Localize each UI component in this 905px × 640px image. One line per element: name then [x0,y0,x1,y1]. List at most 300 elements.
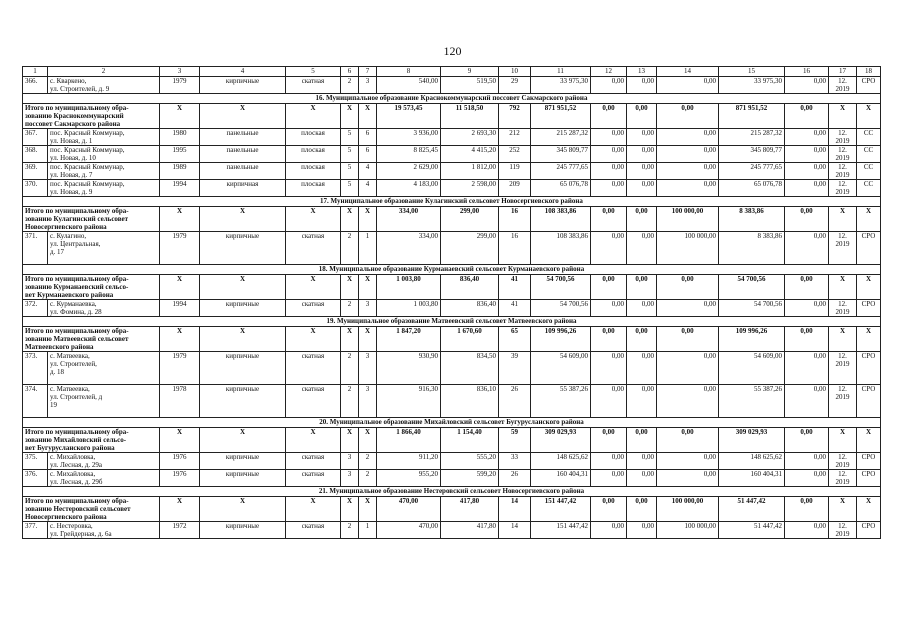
table-cell: 54 609,00 [531,352,591,385]
table-cell: 0,00 [785,129,829,146]
table-row [23,470,881,487]
subtotal-cell: 108 383,86 [531,207,591,232]
subtotal-cell: 65 [499,327,531,352]
table-cell: 0,00 [657,470,719,487]
table-cell: 2 629,00 [377,163,441,180]
table-cell: с. Кулагино, ул. Центральная, д. 17 [48,232,160,265]
column-number-cell: 15 [719,67,785,77]
table-cell: 0,00 [785,77,829,94]
table-cell: 3 [359,77,377,94]
table-cell: 1 003,80 [377,300,441,317]
subtotal-cell: 0,00 [785,327,829,352]
table-cell: 0,00 [785,232,829,265]
table-cell: 245 777,65 [531,163,591,180]
table-cell: с. Курманаевка, ул. Фомина, д. 28 [48,300,160,317]
table-cell: 834,50 [441,352,499,385]
table-cell: 519,50 [441,77,499,94]
subtotal-cell: X [200,428,286,453]
table-cell: 0,00 [627,129,657,146]
subtotal-cell: X [200,275,286,300]
table-cell: 4 183,00 [377,180,441,197]
subtotal-cell: X [286,327,341,352]
column-number-cell: 14 [657,67,719,77]
subtotal-cell: X [857,428,881,453]
table-cell: 367. [23,129,48,146]
subtotal-cell: X [200,207,286,232]
table-cell: 54 700,56 [531,300,591,317]
subtotal-row [23,497,881,522]
subtotal-cell: X [286,207,341,232]
column-number-cell: 17 [829,67,857,77]
table-row [23,163,881,180]
table-cell: 0,00 [785,453,829,470]
subtotal-cell: X [857,497,881,522]
table-cell: 151 447,42 [531,522,591,539]
subtotal-cell: 0,00 [657,327,719,352]
table-cell: 1972 [160,522,200,539]
subtotal-cell: 0,00 [657,428,719,453]
table-cell: 119 [499,163,531,180]
table-cell: 0,00 [785,146,829,163]
table-cell: СС [857,180,881,197]
table-cell: 2 [341,232,359,265]
subtotal-cell: X [160,207,200,232]
page-number: 120 [443,44,462,58]
subtotal-label: Итого по муниципальному обра- зованию Нестеровский сельсовет Новосергиевского района [23,497,160,522]
table-cell: 54 609,00 [719,352,785,385]
table-cell: 12. 2019 [829,453,857,470]
table-row [23,453,881,470]
table-cell: 0,00 [785,300,829,317]
subtotal-cell: X [286,104,341,129]
table-cell: с. Михайловка, ул. Лесная, д. 29а [48,453,160,470]
table-cell: 12. 2019 [829,129,857,146]
table-cell: 2 [341,385,359,418]
table-cell: 14 [499,522,531,539]
column-number-cell: 2 [48,67,160,77]
table-cell: 374. [23,385,48,418]
subtotal-cell: 1 670,60 [441,327,499,352]
table-cell: 955,20 [377,470,441,487]
table-cell: пос. Красный Коммунар, ул. Новая, д. 7 [48,163,160,180]
table-cell: 100 000,00 [657,522,719,539]
subtotal-cell: 470,00 [377,497,441,522]
subtotal-cell: 0,00 [627,428,657,453]
section-title: 18. Муниципальное образование Курманаевский сельсовет Курманаевского района [23,265,881,275]
table-cell: кирпичные [200,232,286,265]
subtotal-cell: X [829,275,857,300]
table-cell: 8 383,86 [719,232,785,265]
table-cell: 2 598,00 [441,180,499,197]
table-cell: 0,00 [627,470,657,487]
table-cell: пос. Красный Коммунар, ул. Новая, д. 9 [48,180,160,197]
subtotal-cell: 100 000,00 [657,497,719,522]
table-cell: СС [857,146,881,163]
subtotal-cell: 0,00 [657,104,719,129]
table-cell: скатная [286,522,341,539]
table-cell: 3 [341,453,359,470]
table-cell: 0,00 [785,163,829,180]
table-cell: кирпичные [200,385,286,418]
subtotal-cell: 0,00 [591,104,627,129]
table-cell: СРО [857,470,881,487]
table-cell: СРО [857,77,881,94]
subtotal-cell: 51 447,42 [719,497,785,522]
table-cell: 369. [23,163,48,180]
subtotal-cell: 0,00 [591,275,627,300]
table-cell: 215 287,32 [531,129,591,146]
subtotal-cell: 309 029,93 [719,428,785,453]
table-cell: 417,80 [441,522,499,539]
table-cell: 0,00 [591,129,627,146]
table-row [23,385,881,418]
subtotal-cell: 54 700,56 [719,275,785,300]
subtotal-cell: X [341,497,359,522]
table-cell: кирпичные [200,352,286,385]
subtotal-cell: X [341,207,359,232]
table-cell: 0,00 [657,352,719,385]
column-number-cell: 18 [857,67,881,77]
table-cell: 1979 [160,352,200,385]
column-number-cell: 10 [499,67,531,77]
table-cell: 8 825,45 [377,146,441,163]
column-number-cell: 7 [359,67,377,77]
subtotal-row [23,275,881,300]
subtotal-cell: 0,00 [627,207,657,232]
table-cell: 5 [341,129,359,146]
table-cell: 1979 [160,232,200,265]
column-number-cell: 11 [531,67,591,77]
table-cell: 0,00 [627,146,657,163]
table-cell: 0,00 [591,146,627,163]
table-cell: 6 [359,129,377,146]
table-cell: 29 [499,77,531,94]
subtotal-cell: X [286,428,341,453]
table-cell: 1 [359,232,377,265]
table-cell: 12. 2019 [829,470,857,487]
table-cell: 33 975,30 [719,77,785,94]
table-cell: 2 [341,300,359,317]
table-cell: 215 287,32 [719,129,785,146]
table-cell: 3 [359,385,377,418]
subtotal-cell: X [359,497,377,522]
table-cell: 1994 [160,180,200,197]
table-cell: 12. 2019 [829,180,857,197]
table-cell: с. Михайловка, ул. Лесная, д. 29б [48,470,160,487]
table-cell: 377. [23,522,48,539]
subtotal-cell: 871 951,52 [531,104,591,129]
subtotal-cell: 16 [499,207,531,232]
table-cell: 2 [359,453,377,470]
subtotal-cell: 1 847,20 [377,327,441,352]
table-cell: 65 076,78 [531,180,591,197]
subtotal-cell: X [829,207,857,232]
table-cell: пос. Красный Коммунар, ул. Новая, д. 1 [48,129,160,146]
table-cell: СРО [857,453,881,470]
table-cell: 0,00 [657,129,719,146]
table-cell: 375. [23,453,48,470]
subtotal-cell: 0,00 [591,327,627,352]
table-cell: 12. 2019 [829,146,857,163]
column-number-cell: 13 [627,67,657,77]
subtotal-cell: 836,40 [441,275,499,300]
section-title-row [23,418,881,428]
subtotal-cell: 151 447,42 [531,497,591,522]
subtotal-cell: X [857,104,881,129]
table-cell: 1976 [160,470,200,487]
column-number-cell: 4 [200,67,286,77]
table-cell: кирпичная [200,180,286,197]
table-cell: с. Матвеевка, ул. Строителей, д 19 [48,385,160,418]
table-cell: 0,00 [627,453,657,470]
table-cell: 376. [23,470,48,487]
table-cell: 0,00 [591,385,627,418]
subtotal-cell: 299,00 [441,207,499,232]
table-cell: 599,20 [441,470,499,487]
table-cell: СС [857,129,881,146]
table-cell: СРО [857,300,881,317]
table-cell: 0,00 [657,300,719,317]
table-cell: плоская [286,180,341,197]
table-cell: 6 [359,146,377,163]
section-title: 16. Муниципальное образование Краснокоммунарский поссовет Сакмарского района [23,94,881,104]
table-cell: 0,00 [785,180,829,197]
table-cell: с. Матвеевка, ул. Строителей, д. 18 [48,352,160,385]
table-row [23,232,881,265]
table-cell: 41 [499,300,531,317]
table-cell: 0,00 [627,163,657,180]
table-cell: скатная [286,77,341,94]
table-cell: 0,00 [657,146,719,163]
table-cell: 4 [359,180,377,197]
column-number-cell: 16 [785,67,829,77]
table-cell: 55 387,26 [531,385,591,418]
table-cell: 0,00 [785,385,829,418]
column-number-cell: 1 [23,67,48,77]
table-cell: 209 [499,180,531,197]
subtotal-cell: 0,00 [657,275,719,300]
table-cell: кирпичные [200,300,286,317]
table-cell: 1989 [160,163,200,180]
table-cell: 0,00 [591,352,627,385]
subtotal-cell: X [359,275,377,300]
table-cell: 51 447,42 [719,522,785,539]
table-cell: 1 812,00 [441,163,499,180]
table-cell: 4 415,20 [441,146,499,163]
section-title: 19. Муниципальное образование Матвеевский сельсовет Матвеевского района [23,317,881,327]
table-cell: 12. 2019 [829,385,857,418]
table-cell: скатная [286,232,341,265]
section-title-row [23,265,881,275]
subtotal-cell: X [341,327,359,352]
table-cell: 108 383,86 [531,232,591,265]
table-cell: 100 000,00 [657,232,719,265]
subtotal-cell: X [359,428,377,453]
subtotal-cell: 1 154,40 [441,428,499,453]
subtotal-cell: 0,00 [785,497,829,522]
table-cell: 0,00 [627,300,657,317]
subtotal-cell: X [829,497,857,522]
table-cell: 0,00 [591,180,627,197]
table-cell: скатная [286,470,341,487]
table-cell: 252 [499,146,531,163]
subtotal-cell: 0,00 [627,327,657,352]
section-title: 17. Муниципальное образование Кулагинский сельсовет Новосергиевского района [23,197,881,207]
table-cell: плоская [286,146,341,163]
table-cell: СС [857,163,881,180]
table-cell: 1979 [160,77,200,94]
subtotal-cell: X [857,275,881,300]
table-cell: 12. 2019 [829,163,857,180]
table-cell: 0,00 [627,352,657,385]
table-row [23,129,881,146]
table-cell: 555,20 [441,453,499,470]
subtotal-label: Итого по муниципальному обра- зованию Курманаевский сельсо- вет Курманаевского района [23,275,160,300]
table-cell: 0,00 [591,300,627,317]
table-cell: 245 777,65 [719,163,785,180]
table-cell: 54 700,56 [719,300,785,317]
table-cell: кирпичные [200,453,286,470]
subtotal-cell: 417,80 [441,497,499,522]
table-row [23,146,881,163]
subtotal-cell: 0,00 [785,104,829,129]
table-cell: 299,00 [441,232,499,265]
subtotal-cell: 309 029,93 [531,428,591,453]
subtotal-cell: 54 700,56 [531,275,591,300]
table-cell: 12. 2019 [829,352,857,385]
subtotal-cell: X [286,497,341,522]
table-cell: 33 975,30 [531,77,591,94]
table-cell: 55 387,26 [719,385,785,418]
table-cell: 12. 2019 [829,300,857,317]
column-number-cell: 5 [286,67,341,77]
table-cell: скатная [286,385,341,418]
subtotal-cell: 109 996,26 [719,327,785,352]
register-table [22,66,881,539]
table-cell: СРО [857,522,881,539]
table-cell: 0,00 [591,453,627,470]
subtotal-cell: X [160,275,200,300]
subtotal-label: Итого по муниципальному обра- зованию Краснокоммунарский поссовет Сакмарского района [23,104,160,129]
subtotal-cell: 0,00 [785,428,829,453]
table-cell: 0,00 [785,470,829,487]
subtotal-cell: X [359,207,377,232]
subtotal-cell: X [286,275,341,300]
section-title-row [23,487,881,497]
table-cell: панельные [200,146,286,163]
table-cell: 836,40 [441,300,499,317]
table-row [23,180,881,197]
subtotal-label: Итого по муниципальному обра- зованию Кулагинский сельсовет Новосергиевского района [23,207,160,232]
table-cell: 3 [359,352,377,385]
table-cell: 39 [499,352,531,385]
subtotal-cell: X [829,327,857,352]
table-cell: 1976 [160,453,200,470]
subtotal-row [23,327,881,352]
table-cell: 372. [23,300,48,317]
subtotal-cell: 19 573,45 [377,104,441,129]
table-cell: 148 625,62 [531,453,591,470]
table-cell: 916,30 [377,385,441,418]
table-cell: 0,00 [627,522,657,539]
subtotal-cell: X [200,104,286,129]
table-cell: 4 [359,163,377,180]
subtotal-cell: X [341,104,359,129]
table-cell: 836,10 [441,385,499,418]
table-cell: 1995 [160,146,200,163]
subtotal-cell: 0,00 [627,104,657,129]
table-cell: 2 693,30 [441,129,499,146]
table-cell: 5 [341,180,359,197]
subtotal-cell: 0,00 [627,275,657,300]
table-cell: 370. [23,180,48,197]
table-cell: 368. [23,146,48,163]
section-title: 20. Муниципальное образование Михайловский сельсовет Бугурусланского района [23,418,881,428]
table-cell: 12. 2019 [829,522,857,539]
table-cell: 5 [341,146,359,163]
table-cell: 0,00 [657,385,719,418]
table-cell: 2 [341,522,359,539]
subtotal-label: Итого по муниципальному обра- зованию Михайловский сельсо- вет Бугурусланского района [23,428,160,453]
table-cell: скатная [286,300,341,317]
column-number-cell: 12 [591,67,627,77]
table-cell: 0,00 [627,232,657,265]
table-cell: 2 [341,352,359,385]
column-number-cell: 3 [160,67,200,77]
table-cell: 366. [23,77,48,94]
column-number-cell: 6 [341,67,359,77]
table-cell: СРО [857,385,881,418]
section-title-row [23,317,881,327]
table-cell: 1978 [160,385,200,418]
table-cell: 345 809,77 [531,146,591,163]
subtotal-cell: X [359,104,377,129]
table-row [23,77,881,94]
subtotal-cell: 1 003,80 [377,275,441,300]
table-cell: 371. [23,232,48,265]
subtotal-cell: 1 866,40 [377,428,441,453]
table-cell: 0,00 [627,180,657,197]
subtotal-cell: 0,00 [785,275,829,300]
column-number-cell: 9 [441,67,499,77]
table-cell: 212 [499,129,531,146]
subtotal-cell: 100 000,00 [657,207,719,232]
subtotal-cell: X [341,275,359,300]
table-cell: 1994 [160,300,200,317]
subtotal-cell: 0,00 [627,497,657,522]
table-cell: 0,00 [627,385,657,418]
table-cell: 0,00 [591,232,627,265]
table-cell: СРО [857,232,881,265]
table-cell: СРО [857,352,881,385]
table-cell: панельные [200,129,286,146]
table-cell: 540,00 [377,77,441,94]
column-number-cell: 8 [377,67,441,77]
section-title-row [23,94,881,104]
table-cell: 26 [499,470,531,487]
table-cell: 2 [341,77,359,94]
table-cell: 0,00 [591,470,627,487]
table-row [23,522,881,539]
subtotal-row [23,104,881,129]
table-cell: кирпичные [200,77,286,94]
table-cell: 911,20 [377,453,441,470]
subtotal-cell: X [829,428,857,453]
table-cell: плоская [286,163,341,180]
table-cell: скатная [286,352,341,385]
table-cell: 12. 2019 [829,77,857,94]
table-cell: 26 [499,385,531,418]
